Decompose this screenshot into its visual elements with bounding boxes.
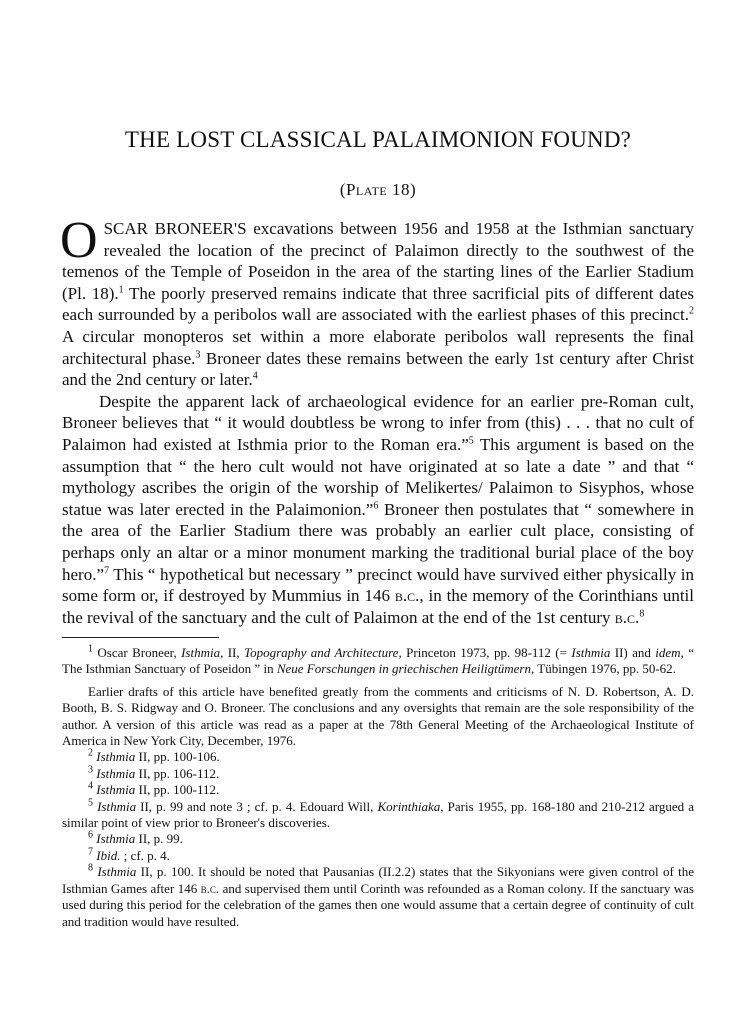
footnote-ref-1[interactable]: 1 <box>118 284 124 296</box>
para2-text-1: Despite the apparent lack of archaeological evidence for an earlier pre-Roman cult, Broneer believes that “ it would doubtless be wrong to infer from (this) . . . that no cult of Palaimon had existed at Isthmia prior to the Roman era.” <box>62 391 694 454</box>
footnote-title: Isthmia <box>571 645 611 660</box>
footnote-number: 5 <box>88 797 93 809</box>
plate-reference: (Plate 18) <box>339 180 417 199</box>
footnote-title: Isthmia <box>96 749 136 765</box>
footnote-ref-5[interactable]: 5 <box>468 435 474 447</box>
paragraph-1 <box>60 212 695 391</box>
footnote-4 <box>62 782 694 798</box>
footnote-text: ; cf. p. 4. <box>120 847 170 863</box>
footnote-ref-7[interactable]: 7 <box>104 564 110 576</box>
para2-text-3: Broneer then postulates that “ somewhere in the area of the Earlier Stadium there was probably an earlier cult place, consisting of perhaps only an altar or a minor monument marking the traditional burial place of the boy hero.” <box>62 499 694 584</box>
era-abbrev: b.c. <box>614 607 640 627</box>
footnote-number: 4 <box>88 780 93 792</box>
footnote-text: II, <box>223 645 245 660</box>
footnote-7 <box>62 848 694 864</box>
footnote-divider <box>62 637 219 638</box>
footnote-text: II, p. 100. It should be noted that Pausanias (II.2.2) states that the Sikyonians were given control of the Isthmian Games after 146 <box>62 864 694 896</box>
footnote-text: II, pp. 100-112. <box>135 782 220 798</box>
footnote-text: II, pp. 106-112. <box>135 765 220 781</box>
para1-text-2: The poorly preserved remains indicate that three sacrificial pits of different dates each surrounded by a peribolos wall are associated with the earliest phases of this precinct. <box>62 283 695 325</box>
para2-text-2: This argument is based on the assumption that “ the hero cult would not have originated at so late a date ” and that “ mythology ascribes the origin of the worship of Melikertes/ Palaimon to Sisyphos, whose statue was later erected in the Palaimonion.” <box>62 434 694 519</box>
footnote-6 <box>62 831 694 847</box>
footnote-title: Korinthiaka, <box>377 798 444 814</box>
footnote-1 <box>62 645 694 678</box>
footnote-text: Tübingen 1976, pp. 50-62. <box>534 661 676 677</box>
paragraph-2 <box>62 391 694 629</box>
footnote-ref-6[interactable]: 6 <box>373 500 379 512</box>
footnote-title: Isthmia <box>96 831 136 847</box>
footnotes <box>62 645 694 930</box>
footnote-number: 6 <box>88 830 93 842</box>
acknowledgments-note: Earlier drafts of this article have benefited greatly from the comments and criticisms of N. D. Robertson, A. D. Booth, B. S. Ridgway and O. Broneer. The conclusions and any oversights that remain are the sole responsibility of the author. A version of this article was read as a paper at the 78th General Meeting of the Archaeological Institute of America in New York City, December, 1976. <box>62 683 694 749</box>
footnote-8 <box>62 864 694 930</box>
footnote-text: “ The Isthmian Sanctuary of Poseidon ” in <box>62 645 694 677</box>
footnote-text: Paris 1955, pp. 168-180 and 210-212 argued a similar point of view prior to Broneer's discoveries. <box>62 798 694 831</box>
drop-cap: O <box>60 212 98 269</box>
footnote-text: II, p. 99 and note 3 ; cf. p. 4. Edouard Will, <box>136 798 378 814</box>
footnote-title: Neue Forschungen in griechischen Heiligtümern, <box>276 661 535 677</box>
footnote-number: 8 <box>88 862 93 874</box>
footnote-text: and supervised them until Corinth was refounded as a Roman colony. If the sanctuary was used during this period for the celebration of the games then one would assume that a certain degree of continuity of cult and tradition would have resulted. <box>62 880 694 929</box>
footnote-5 <box>62 799 694 832</box>
footnote-ref-4[interactable]: 4 <box>252 370 258 382</box>
article-body <box>60 212 695 628</box>
article-title: THE LOST CLASSICAL PALAIMONION FOUND? <box>124 127 632 152</box>
footnote-text: II) and <box>610 645 656 660</box>
para1-text-3: A circular monopteros set within a more elaborate peribolos wall represents the final architectural phase. <box>62 326 694 368</box>
footnote-title: Isthmia <box>96 765 136 781</box>
para1-text-1: SCAR BRONEER'S excavations between 1956 and 1958 at the Isthmian sanctuary revealed the location of the precinct of Palaimon directly to the southwest of the temenos of the Temple of Poseidon in the area of the starting lines of the Earlier Stadium (Pl. 18). <box>62 219 694 303</box>
para1-text-4: Broneer dates these remains between the early 1st century after Christ and the 2nd century or later. <box>62 348 694 390</box>
footnote-3 <box>62 766 694 782</box>
footnote-number: 7 <box>88 846 93 858</box>
footnote-title: Isthmia <box>97 864 137 880</box>
footnote-text: II, pp. 100-106. <box>135 749 220 765</box>
footnote-title: idem, <box>655 645 684 660</box>
footnote-ref-3[interactable]: 3 <box>195 348 201 360</box>
footnote-ref-8[interactable]: 8 <box>639 608 645 620</box>
footnote-title: Isthmia <box>97 798 137 814</box>
footnote-title: Isthmia <box>96 782 136 798</box>
footnote-number: 2 <box>88 748 93 760</box>
footnote-ref-2[interactable]: 2 <box>689 305 694 317</box>
para2-text-4: This “ hypothetical but necessary ” precinct would have survived either physically in some form or, if destroyed by Mummius in 146 <box>62 564 694 606</box>
footnote-2 <box>62 749 694 765</box>
footnote-title: Ibid. <box>96 847 121 863</box>
footnote-number: 3 <box>88 764 93 776</box>
footnote-title: Isthmia, <box>181 645 224 660</box>
footnote-title: Topography and Architecture, <box>244 645 402 660</box>
era-abbrev: b.c. <box>200 880 220 896</box>
footnote-number: 1 <box>88 643 93 655</box>
era-abbrev: b.c. <box>394 586 420 606</box>
footnote-text: II, p. 99. <box>135 831 183 847</box>
para2-text-5: , in the memory of the Corinthians until the revival of the sanctuary and the cult of Palaimon at the end of the 1st century <box>62 586 694 627</box>
footnote-text: Princeton 1973, pp. 98-112 (= <box>401 645 572 660</box>
footnote-text: Oscar Broneer, <box>93 645 182 660</box>
